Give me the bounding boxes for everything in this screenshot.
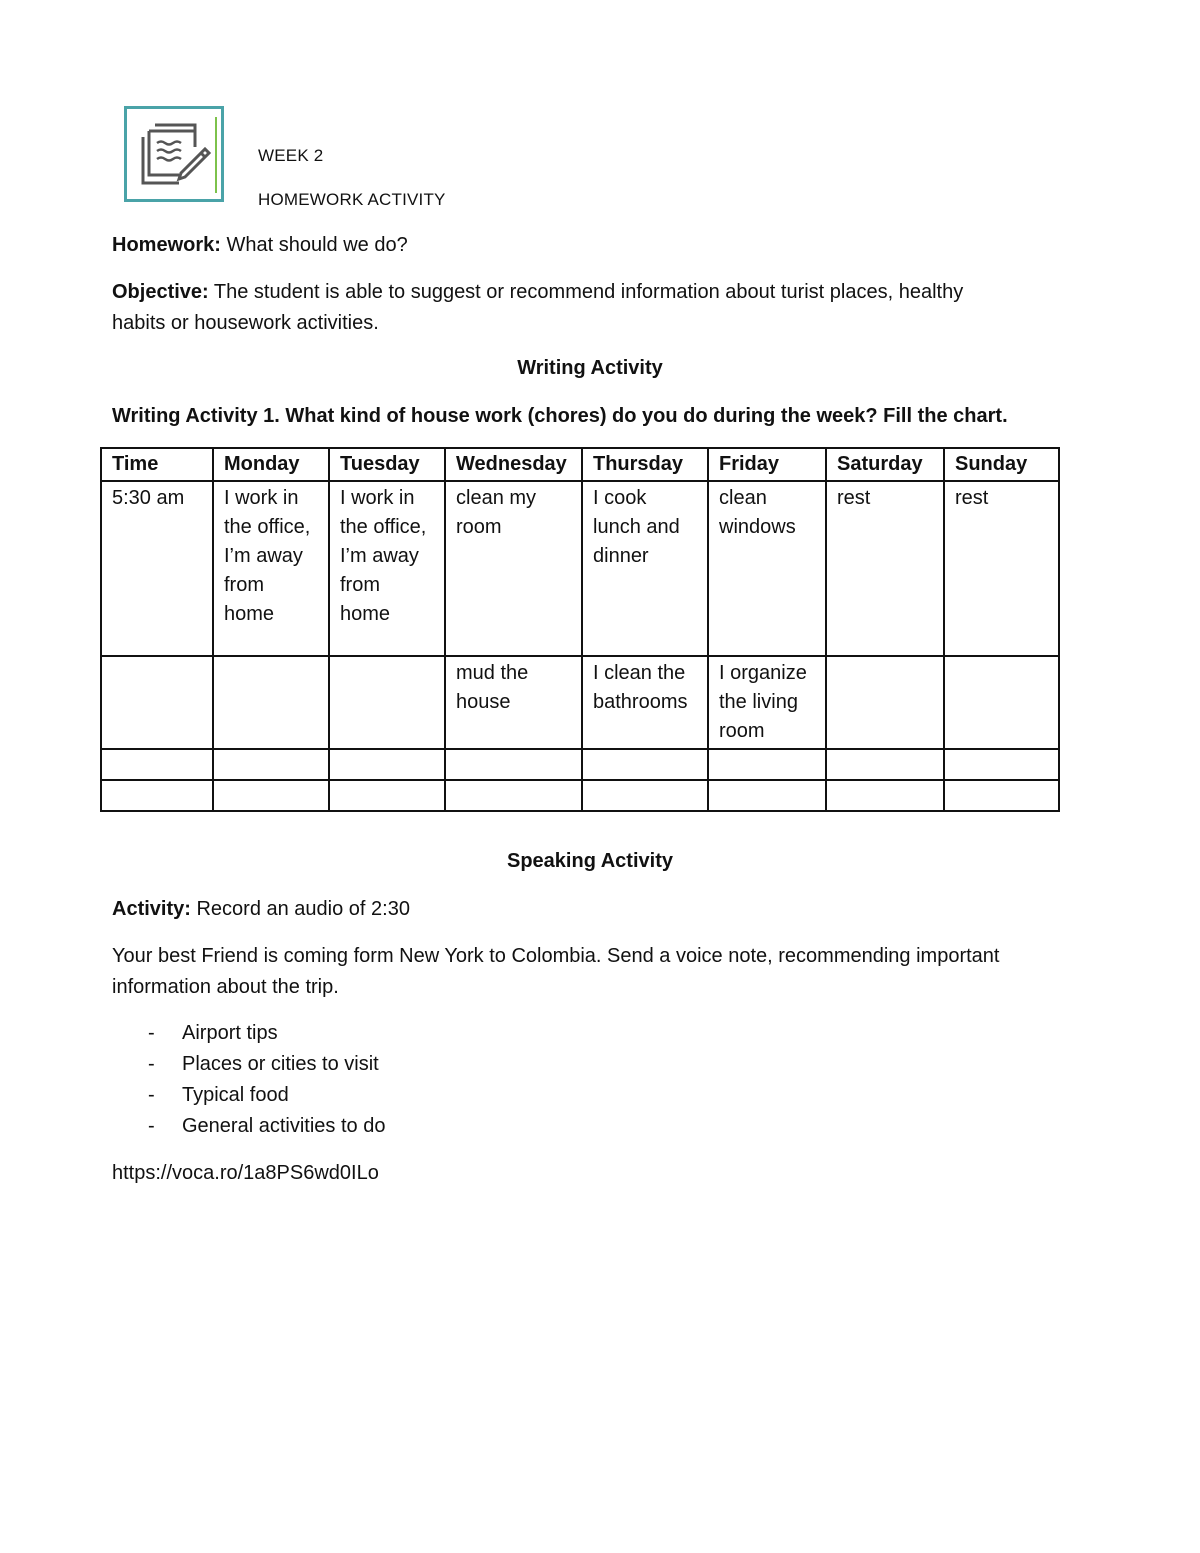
- table-cell[interactable]: clean my room: [445, 481, 582, 656]
- speaking-prompt-1: Your best Friend is coming form New York to Colombia. Send a voice note, recommending important: [112, 945, 1000, 967]
- list-item-text: Places or cities to visit: [182, 1053, 379, 1075]
- list-item: - Typical food: [148, 1084, 289, 1106]
- table-row: [101, 749, 1059, 780]
- table-cell[interactable]: [826, 656, 944, 749]
- column-header: Thursday: [582, 448, 708, 481]
- objective-label: Objective:: [112, 281, 209, 303]
- table-cell[interactable]: I organize the living room: [708, 656, 826, 749]
- column-header: Sunday: [944, 448, 1059, 481]
- table-cell[interactable]: [944, 749, 1059, 780]
- list-item-text: General activities to do: [182, 1115, 386, 1137]
- table-cell[interactable]: 5:30 am: [101, 481, 213, 656]
- table-cell[interactable]: [826, 780, 944, 811]
- homework-line: [112, 230, 1092, 260]
- table-cell[interactable]: [101, 780, 213, 811]
- column-header: Time: [101, 448, 213, 481]
- table-cell[interactable]: [582, 780, 708, 811]
- table-cell[interactable]: [101, 656, 213, 749]
- table-cell[interactable]: rest: [826, 481, 944, 656]
- table-cell[interactable]: [708, 780, 826, 811]
- table-cell[interactable]: [213, 656, 329, 749]
- table-cell[interactable]: [944, 780, 1059, 811]
- homework-text: What should we do?: [226, 234, 408, 256]
- table-cell[interactable]: [329, 749, 445, 780]
- topic-list: [112, 1018, 385, 1142]
- table-cell[interactable]: [329, 780, 445, 811]
- chores-table: [100, 447, 1060, 812]
- table-cell[interactable]: I cook lunch and dinner: [582, 481, 708, 656]
- table-row: [101, 780, 1059, 811]
- table-cell[interactable]: [582, 749, 708, 780]
- table-cell[interactable]: [445, 749, 582, 780]
- table-cell[interactable]: [826, 749, 944, 780]
- objective-line: [112, 277, 1092, 307]
- list-item-text: Airport tips: [182, 1022, 278, 1044]
- list-item: - Airport tips: [148, 1022, 278, 1044]
- table-cell[interactable]: mud the house: [445, 656, 582, 749]
- writing-instruction: Writing Activity 1. What kind of house work (chores) do you do during the week? Fill the chart.: [112, 405, 1008, 427]
- activity-line: [112, 894, 1092, 924]
- table-row: [101, 656, 1059, 749]
- objective-text-2: habits or housework activities.: [112, 312, 379, 334]
- column-header: Monday: [213, 448, 329, 481]
- homework-activity-label: HOMEWORK ACTIVITY: [258, 190, 446, 209]
- column-header: Wednesday: [445, 448, 582, 481]
- table-cell[interactable]: [329, 656, 445, 749]
- speaking-prompt-2: information about the trip.: [112, 976, 339, 998]
- activity-label: Activity:: [112, 898, 191, 920]
- column-header: Friday: [708, 448, 826, 481]
- table-row: [101, 481, 1059, 656]
- table-cell[interactable]: [708, 749, 826, 780]
- column-header: Saturday: [826, 448, 944, 481]
- column-header: Tuesday: [329, 448, 445, 481]
- homework-label: Homework:: [112, 234, 221, 256]
- writing-heading: Writing Activity: [517, 357, 663, 379]
- list-item-text: Typical food: [182, 1084, 289, 1106]
- audio-link[interactable]: https://voca.ro/1a8PS6wd0ILo: [112, 1162, 379, 1184]
- activity-text: Record an audio of 2:30: [196, 898, 410, 920]
- table-cell[interactable]: I work in the office, I’m away from home: [213, 481, 329, 656]
- objective-text-1: The student is able to suggest or recommend information about turist places, healthy: [213, 281, 964, 303]
- table-cell[interactable]: rest: [944, 481, 1059, 656]
- table-cell[interactable]: [213, 780, 329, 811]
- notepad-pen-icon: [124, 106, 224, 202]
- table-cell[interactable]: I work in the office, I’m away from home: [329, 481, 445, 656]
- table-cell[interactable]: [101, 749, 213, 780]
- week-label: WEEK 2: [258, 146, 324, 165]
- list-item: - Places or cities to visit: [148, 1053, 379, 1075]
- speaking-heading: Speaking Activity: [507, 850, 673, 872]
- table-cell[interactable]: [445, 780, 582, 811]
- list-item: - General activities to do: [148, 1115, 386, 1137]
- table-cell[interactable]: clean windows: [708, 481, 826, 656]
- table-cell[interactable]: [213, 749, 329, 780]
- table-header-row: [101, 448, 1059, 481]
- table-cell[interactable]: [944, 656, 1059, 749]
- table-cell[interactable]: I clean the bathrooms: [582, 656, 708, 749]
